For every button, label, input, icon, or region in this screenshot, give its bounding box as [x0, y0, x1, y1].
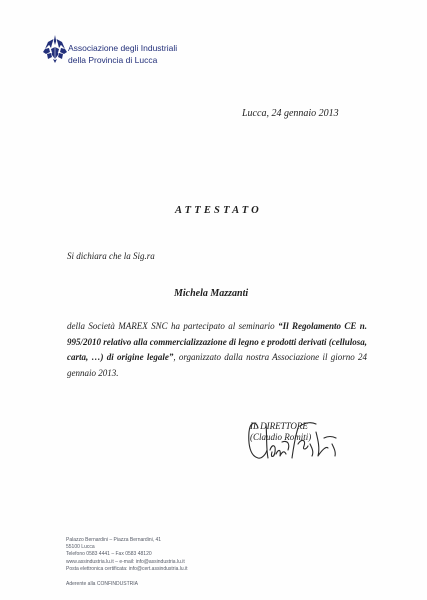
- footer-contacts: [66, 537, 188, 573]
- association-name-line2: della Provincia di Lucca: [68, 55, 158, 65]
- body-text-part1: della Società MAREX SNC ha partecipato al seminario: [67, 321, 279, 331]
- body-text-part2: , organizzato dalla nostra Associazione il giorno 24 gennaio 2013.: [67, 352, 367, 378]
- recipient-name: Michela Mazzanti: [174, 288, 249, 299]
- body-paragraph: [67, 319, 367, 381]
- handwritten-signature-icon: [236, 414, 348, 466]
- association-logo-icon: [43, 35, 67, 63]
- footer-web-line: www.assindustria.lu.it – e-mail: info@assindustria.lu.it: [66, 558, 185, 565]
- association-name-line1: Associazione degli Industriali: [68, 43, 178, 53]
- footer-membership: Aderente alla CONFINDUSTRIA: [66, 581, 138, 587]
- footer-address-line2: 55100 Lucca: [66, 544, 95, 551]
- document-date: Lucca, 24 gennaio 2013: [242, 108, 339, 119]
- intro-sentence: Si dichiara che la Sig.ra: [67, 251, 155, 261]
- document-title: ATTESTATO: [175, 205, 262, 216]
- seminar-title: “Il Regolamento CE n. 995/2010 relativo alla commercializzazione di legno e prodotti derivati (cellulosa, carta, …) di origine legale”: [67, 321, 368, 362]
- footer-phone-line: Telefono 0583 4441 – Fax 0583 48120: [66, 551, 152, 558]
- signatory-name: (Claudio Romiti): [250, 432, 312, 442]
- signatory-role: IL DIRETTORE: [250, 421, 308, 431]
- footer-pec-line: Posta elettronica certificata: info@cert.assindustria.lu.it: [66, 565, 188, 572]
- footer-address-line1: Palazzo Bernardini – Piazza Bernardini, 41: [66, 537, 162, 543]
